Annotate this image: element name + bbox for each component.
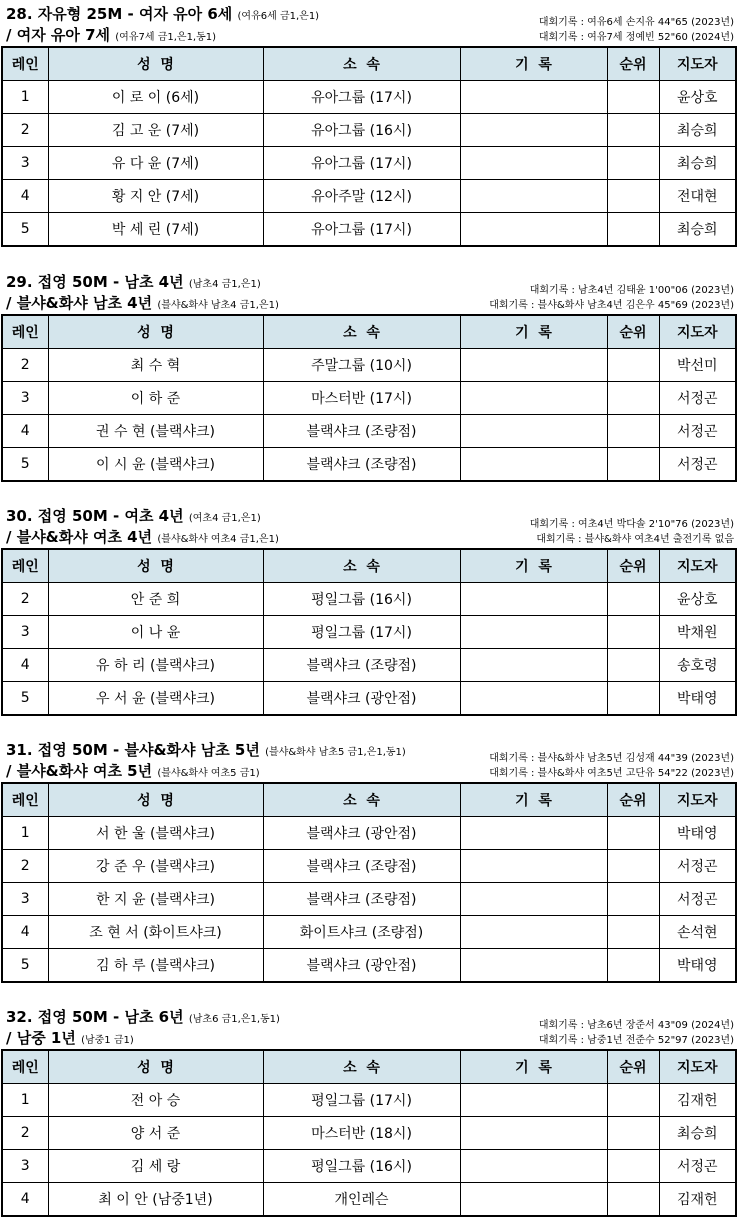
cell-record <box>460 1150 607 1183</box>
event-sub-medals: (여유7세 금1,은1,동1) <box>115 32 217 43</box>
cell-lane: 1 <box>2 81 48 114</box>
cell-record <box>460 1117 607 1150</box>
cell-name: 권 수 현 (블랙샤크) <box>48 415 263 448</box>
cell-club: 개인레슨 <box>263 1183 460 1217</box>
cell-coach: 서정곤 <box>659 415 736 448</box>
cell-name: 이 나 윤 <box>48 616 263 649</box>
meet-record-2: 대회기록 : 블샤&화샤 여초5년 고단유 54"22 (2023년) <box>489 768 734 779</box>
table-row <box>2 213 736 247</box>
table-header-row <box>2 549 736 583</box>
column-header-lane: 레인 <box>2 47 48 81</box>
table-row <box>2 583 736 616</box>
cell-coach: 서정곤 <box>659 1150 736 1183</box>
event-title: 32. 접영 50M - 남초 6년 (남초6 금1,은1,동1) <box>6 1008 280 1026</box>
column-header-club: 소 속 <box>263 783 460 817</box>
table-row <box>2 448 736 482</box>
event-subtitle: / 블샤&화샤 여초 4년 (블샤&화샤 여초4 금1,은1) <box>6 528 279 546</box>
table-row <box>2 1183 736 1217</box>
cell-rank <box>607 1183 659 1217</box>
event-medals: (여초4 금1,은1) <box>188 513 261 524</box>
cell-lane: 4 <box>2 180 48 213</box>
cell-rank <box>607 382 659 415</box>
cell-record <box>460 114 607 147</box>
column-header-name: 성 명 <box>48 47 263 81</box>
event-header <box>0 0 738 46</box>
table-row <box>2 349 736 382</box>
meet-record-2: 대회기록 : 여유7세 정예빈 52"60 (2024년) <box>538 32 734 43</box>
table-row <box>2 949 736 983</box>
cell-record <box>460 1183 607 1217</box>
cell-name: 강 준 우 (블랙샤크) <box>48 850 263 883</box>
table-header-row <box>2 783 736 817</box>
cell-name: 최 수 혁 <box>48 349 263 382</box>
cell-club: 블랙샤크 (조량점) <box>263 415 460 448</box>
column-header-coach: 지도자 <box>659 783 736 817</box>
event-medals: (남초6 금1,은1,동1) <box>188 1014 280 1025</box>
column-header-record: 기 록 <box>460 1050 607 1084</box>
cell-club: 블랙샤크 (조량점) <box>263 850 460 883</box>
cell-lane: 2 <box>2 349 48 382</box>
cell-record <box>460 180 607 213</box>
cell-lane: 3 <box>2 1150 48 1183</box>
event-medals: (남초4 금1,은1) <box>188 279 261 290</box>
cell-coach: 최승희 <box>659 213 736 247</box>
column-header-club: 소 속 <box>263 315 460 349</box>
cell-record <box>460 850 607 883</box>
cell-club: 유아그룹 (17시) <box>263 81 460 114</box>
column-header-name: 성 명 <box>48 549 263 583</box>
cell-coach: 윤상호 <box>659 583 736 616</box>
cell-club: 블랙샤크 (광안점) <box>263 817 460 850</box>
cell-record <box>460 349 607 382</box>
event-sub-medals: (블샤&화샤 남초4 금1,은1) <box>157 300 279 311</box>
cell-rank <box>607 147 659 180</box>
cell-club: 유아그룹 (17시) <box>263 213 460 247</box>
cell-rank <box>607 1117 659 1150</box>
column-header-lane: 레인 <box>2 549 48 583</box>
cell-record <box>460 415 607 448</box>
column-header-name: 성 명 <box>48 1050 263 1084</box>
cell-rank <box>607 180 659 213</box>
cell-rank <box>607 649 659 682</box>
cell-rank <box>607 349 659 382</box>
cell-lane: 3 <box>2 382 48 415</box>
meet-record-2: 대회기록 : 남중1년 전준수 52"97 (2023년) <box>538 1035 734 1046</box>
column-header-lane: 레인 <box>2 783 48 817</box>
event-section <box>0 736 738 983</box>
table-row <box>2 114 736 147</box>
cell-coach: 송호령 <box>659 649 736 682</box>
cell-rank <box>607 949 659 983</box>
cell-lane: 2 <box>2 1117 48 1150</box>
event-header <box>0 502 738 548</box>
table-row <box>2 147 736 180</box>
cell-record <box>460 949 607 983</box>
column-header-record: 기 록 <box>460 315 607 349</box>
column-header-name: 성 명 <box>48 783 263 817</box>
cell-club: 유아주말 (12시) <box>263 180 460 213</box>
column-header-record: 기 록 <box>460 783 607 817</box>
cell-name: 김 하 루 (블랙샤크) <box>48 949 263 983</box>
cell-coach: 최승희 <box>659 147 736 180</box>
cell-club: 블랙샤크 (조량점) <box>263 448 460 482</box>
cell-club: 마스터반 (18시) <box>263 1117 460 1150</box>
cell-name: 우 서 윤 (블랙샤크) <box>48 682 263 716</box>
event-section <box>0 268 738 482</box>
cell-club: 평일그룹 (17시) <box>263 1084 460 1117</box>
cell-club: 블랙샤크 (조량점) <box>263 649 460 682</box>
cell-record <box>460 81 607 114</box>
column-header-coach: 지도자 <box>659 549 736 583</box>
cell-lane: 2 <box>2 114 48 147</box>
event-subtitle: / 여자 유아 7세 (여유7세 금1,은1,동1) <box>6 26 217 44</box>
cell-coach: 최승희 <box>659 114 736 147</box>
event-sub-medals: (남중1 금1) <box>81 1035 134 1046</box>
cell-rank <box>607 213 659 247</box>
event-section <box>0 1003 738 1217</box>
cell-lane: 3 <box>2 147 48 180</box>
cell-name: 조 현 서 (화이트샤크) <box>48 916 263 949</box>
cell-coach: 박태영 <box>659 949 736 983</box>
table-row <box>2 682 736 716</box>
cell-lane: 5 <box>2 448 48 482</box>
cell-name: 이 로 이 (6세) <box>48 81 263 114</box>
cell-rank <box>607 682 659 716</box>
cell-club: 블랙샤크 (광안점) <box>263 949 460 983</box>
table-row <box>2 649 736 682</box>
cell-record <box>460 1084 607 1117</box>
cell-coach: 김재헌 <box>659 1084 736 1117</box>
column-header-record: 기 록 <box>460 549 607 583</box>
cell-name: 유 다 윤 (7세) <box>48 147 263 180</box>
cell-lane: 3 <box>2 883 48 916</box>
heat-table <box>1 782 737 983</box>
cell-coach: 박태영 <box>659 817 736 850</box>
meet-record-1: 대회기록 : 남초6년 장준서 43"09 (2024년) <box>538 1020 734 1031</box>
cell-lane: 4 <box>2 649 48 682</box>
heat-table <box>1 1049 737 1217</box>
column-header-coach: 지도자 <box>659 315 736 349</box>
cell-name: 이 하 준 <box>48 382 263 415</box>
cell-name: 김 고 운 (7세) <box>48 114 263 147</box>
cell-name: 박 세 린 (7세) <box>48 213 263 247</box>
cell-record <box>460 649 607 682</box>
event-subtitle: / 블샤&화샤 남초 4년 (블샤&화샤 남초4 금1,은1) <box>6 294 279 312</box>
heat-table <box>1 314 737 482</box>
cell-rank <box>607 114 659 147</box>
event-title: 28. 자유형 25M - 여자 유아 6세 (여유6세 금1,은1) <box>6 5 320 23</box>
cell-club: 유아그룹 (17시) <box>263 147 460 180</box>
cell-coach: 박채원 <box>659 616 736 649</box>
cell-lane: 4 <box>2 916 48 949</box>
event-title: 29. 접영 50M - 남초 4년 (남초4 금1,은1) <box>6 273 261 291</box>
cell-record <box>460 817 607 850</box>
column-header-club: 소 속 <box>263 549 460 583</box>
event-sub-medals: (블샤&화샤 여초5 금1) <box>157 768 260 779</box>
column-header-coach: 지도자 <box>659 1050 736 1084</box>
cell-record <box>460 682 607 716</box>
cell-coach: 박선미 <box>659 349 736 382</box>
event-title: 30. 접영 50M - 여초 4년 (여초4 금1,은1) <box>6 507 261 525</box>
event-title: 31. 접영 50M - 블샤&화샤 남초 5년 (블샤&화샤 남초5 금1,은1,동1) <box>6 741 406 759</box>
column-header-club: 소 속 <box>263 1050 460 1084</box>
table-row <box>2 616 736 649</box>
event-medals: (여유6세 금1,은1) <box>237 11 320 22</box>
table-row <box>2 382 736 415</box>
cell-lane: 5 <box>2 949 48 983</box>
heat-table <box>1 548 737 716</box>
cell-coach: 전대현 <box>659 180 736 213</box>
cell-rank <box>607 1150 659 1183</box>
cell-record <box>460 382 607 415</box>
cell-record <box>460 147 607 180</box>
cell-lane: 4 <box>2 1183 48 1217</box>
column-header-rank: 순위 <box>607 549 659 583</box>
cell-coach: 서정곤 <box>659 448 736 482</box>
cell-name: 서 한 울 (블랙샤크) <box>48 817 263 850</box>
table-header-row <box>2 47 736 81</box>
cell-record <box>460 616 607 649</box>
table-row <box>2 1084 736 1117</box>
cell-lane: 2 <box>2 583 48 616</box>
column-header-lane: 레인 <box>2 315 48 349</box>
cell-lane: 1 <box>2 817 48 850</box>
cell-coach: 윤상호 <box>659 81 736 114</box>
cell-name: 이 시 윤 (블랙샤크) <box>48 448 263 482</box>
cell-rank <box>607 850 659 883</box>
column-header-club: 소 속 <box>263 47 460 81</box>
cell-record <box>460 883 607 916</box>
cell-club: 블랙샤크 (광안점) <box>263 682 460 716</box>
cell-club: 평일그룹 (16시) <box>263 1150 460 1183</box>
cell-club: 마스터반 (17시) <box>263 382 460 415</box>
table-row <box>2 81 736 114</box>
cell-lane: 2 <box>2 850 48 883</box>
cell-club: 주말그룹 (10시) <box>263 349 460 382</box>
cell-lane: 4 <box>2 415 48 448</box>
cell-club: 화이트샤크 (조량점) <box>263 916 460 949</box>
event-subtitle: / 블샤&화샤 여초 5년 (블샤&화샤 여초5 금1) <box>6 762 260 780</box>
cell-coach: 손석현 <box>659 916 736 949</box>
meet-record-1: 대회기록 : 여유6세 손지유 44"65 (2023년) <box>538 17 734 28</box>
cell-rank <box>607 817 659 850</box>
cell-rank <box>607 616 659 649</box>
cell-rank <box>607 583 659 616</box>
column-header-rank: 순위 <box>607 47 659 81</box>
event-header <box>0 1003 738 1049</box>
cell-name: 전 아 승 <box>48 1084 263 1117</box>
cell-club: 유아그룹 (16시) <box>263 114 460 147</box>
meet-record-1: 대회기록 : 여초4년 박다솔 2'10"76 (2023년) <box>529 519 734 530</box>
cell-record <box>460 583 607 616</box>
cell-coach: 최승희 <box>659 1117 736 1150</box>
table-row <box>2 415 736 448</box>
event-section <box>0 0 738 247</box>
cell-record <box>460 448 607 482</box>
table-row <box>2 180 736 213</box>
column-header-rank: 순위 <box>607 783 659 817</box>
table-header-row <box>2 315 736 349</box>
meet-record-1: 대회기록 : 블샤&화샤 남초5년 김성재 44"39 (2023년) <box>489 753 734 764</box>
event-section <box>0 502 738 716</box>
column-header-lane: 레인 <box>2 1050 48 1084</box>
heat-table <box>1 46 737 247</box>
cell-club: 블랙샤크 (조량점) <box>263 883 460 916</box>
cell-coach: 김재헌 <box>659 1183 736 1217</box>
cell-rank <box>607 415 659 448</box>
cell-lane: 5 <box>2 213 48 247</box>
cell-rank <box>607 1084 659 1117</box>
event-header <box>0 268 738 314</box>
cell-name: 안 준 희 <box>48 583 263 616</box>
cell-coach: 서정곤 <box>659 850 736 883</box>
cell-lane: 3 <box>2 616 48 649</box>
cell-coach: 박태영 <box>659 682 736 716</box>
cell-rank <box>607 81 659 114</box>
cell-rank <box>607 448 659 482</box>
table-row <box>2 1117 736 1150</box>
cell-record <box>460 916 607 949</box>
column-header-name: 성 명 <box>48 315 263 349</box>
meet-record-2: 대회기록 : 블샤&화샤 여초4년 출전기록 없음 <box>536 534 734 545</box>
cell-coach: 서정곤 <box>659 883 736 916</box>
table-row <box>2 1150 736 1183</box>
cell-name: 한 지 윤 (블랙샤크) <box>48 883 263 916</box>
event-sub-medals: (블샤&화샤 여초4 금1,은1) <box>157 534 279 545</box>
cell-club: 평일그룹 (17시) <box>263 616 460 649</box>
meet-record-2: 대회기록 : 블샤&화샤 남초4년 김은우 45"69 (2023년) <box>489 300 734 311</box>
cell-rank <box>607 883 659 916</box>
table-header-row <box>2 1050 736 1084</box>
event-header <box>0 736 738 782</box>
meet-record-1: 대회기록 : 남초4년 김태윤 1'00"06 (2023년) <box>529 285 734 296</box>
cell-lane: 1 <box>2 1084 48 1117</box>
column-header-rank: 순위 <box>607 1050 659 1084</box>
event-medals: (블샤&화샤 남초5 금1,은1,동1) <box>265 747 406 758</box>
cell-record <box>460 213 607 247</box>
table-row <box>2 850 736 883</box>
cell-name: 김 세 랑 <box>48 1150 263 1183</box>
table-row <box>2 883 736 916</box>
event-subtitle: / 남중 1년 (남중1 금1) <box>6 1029 134 1047</box>
cell-lane: 5 <box>2 682 48 716</box>
table-row <box>2 916 736 949</box>
cell-name: 최 이 안 (남중1년) <box>48 1183 263 1217</box>
column-header-coach: 지도자 <box>659 47 736 81</box>
column-header-record: 기 록 <box>460 47 607 81</box>
column-header-rank: 순위 <box>607 315 659 349</box>
cell-name: 황 지 안 (7세) <box>48 180 263 213</box>
cell-name: 유 하 리 (블랙샤크) <box>48 649 263 682</box>
cell-club: 평일그룹 (16시) <box>263 583 460 616</box>
cell-coach: 서정곤 <box>659 382 736 415</box>
cell-rank <box>607 916 659 949</box>
table-row <box>2 817 736 850</box>
cell-name: 양 서 준 <box>48 1117 263 1150</box>
